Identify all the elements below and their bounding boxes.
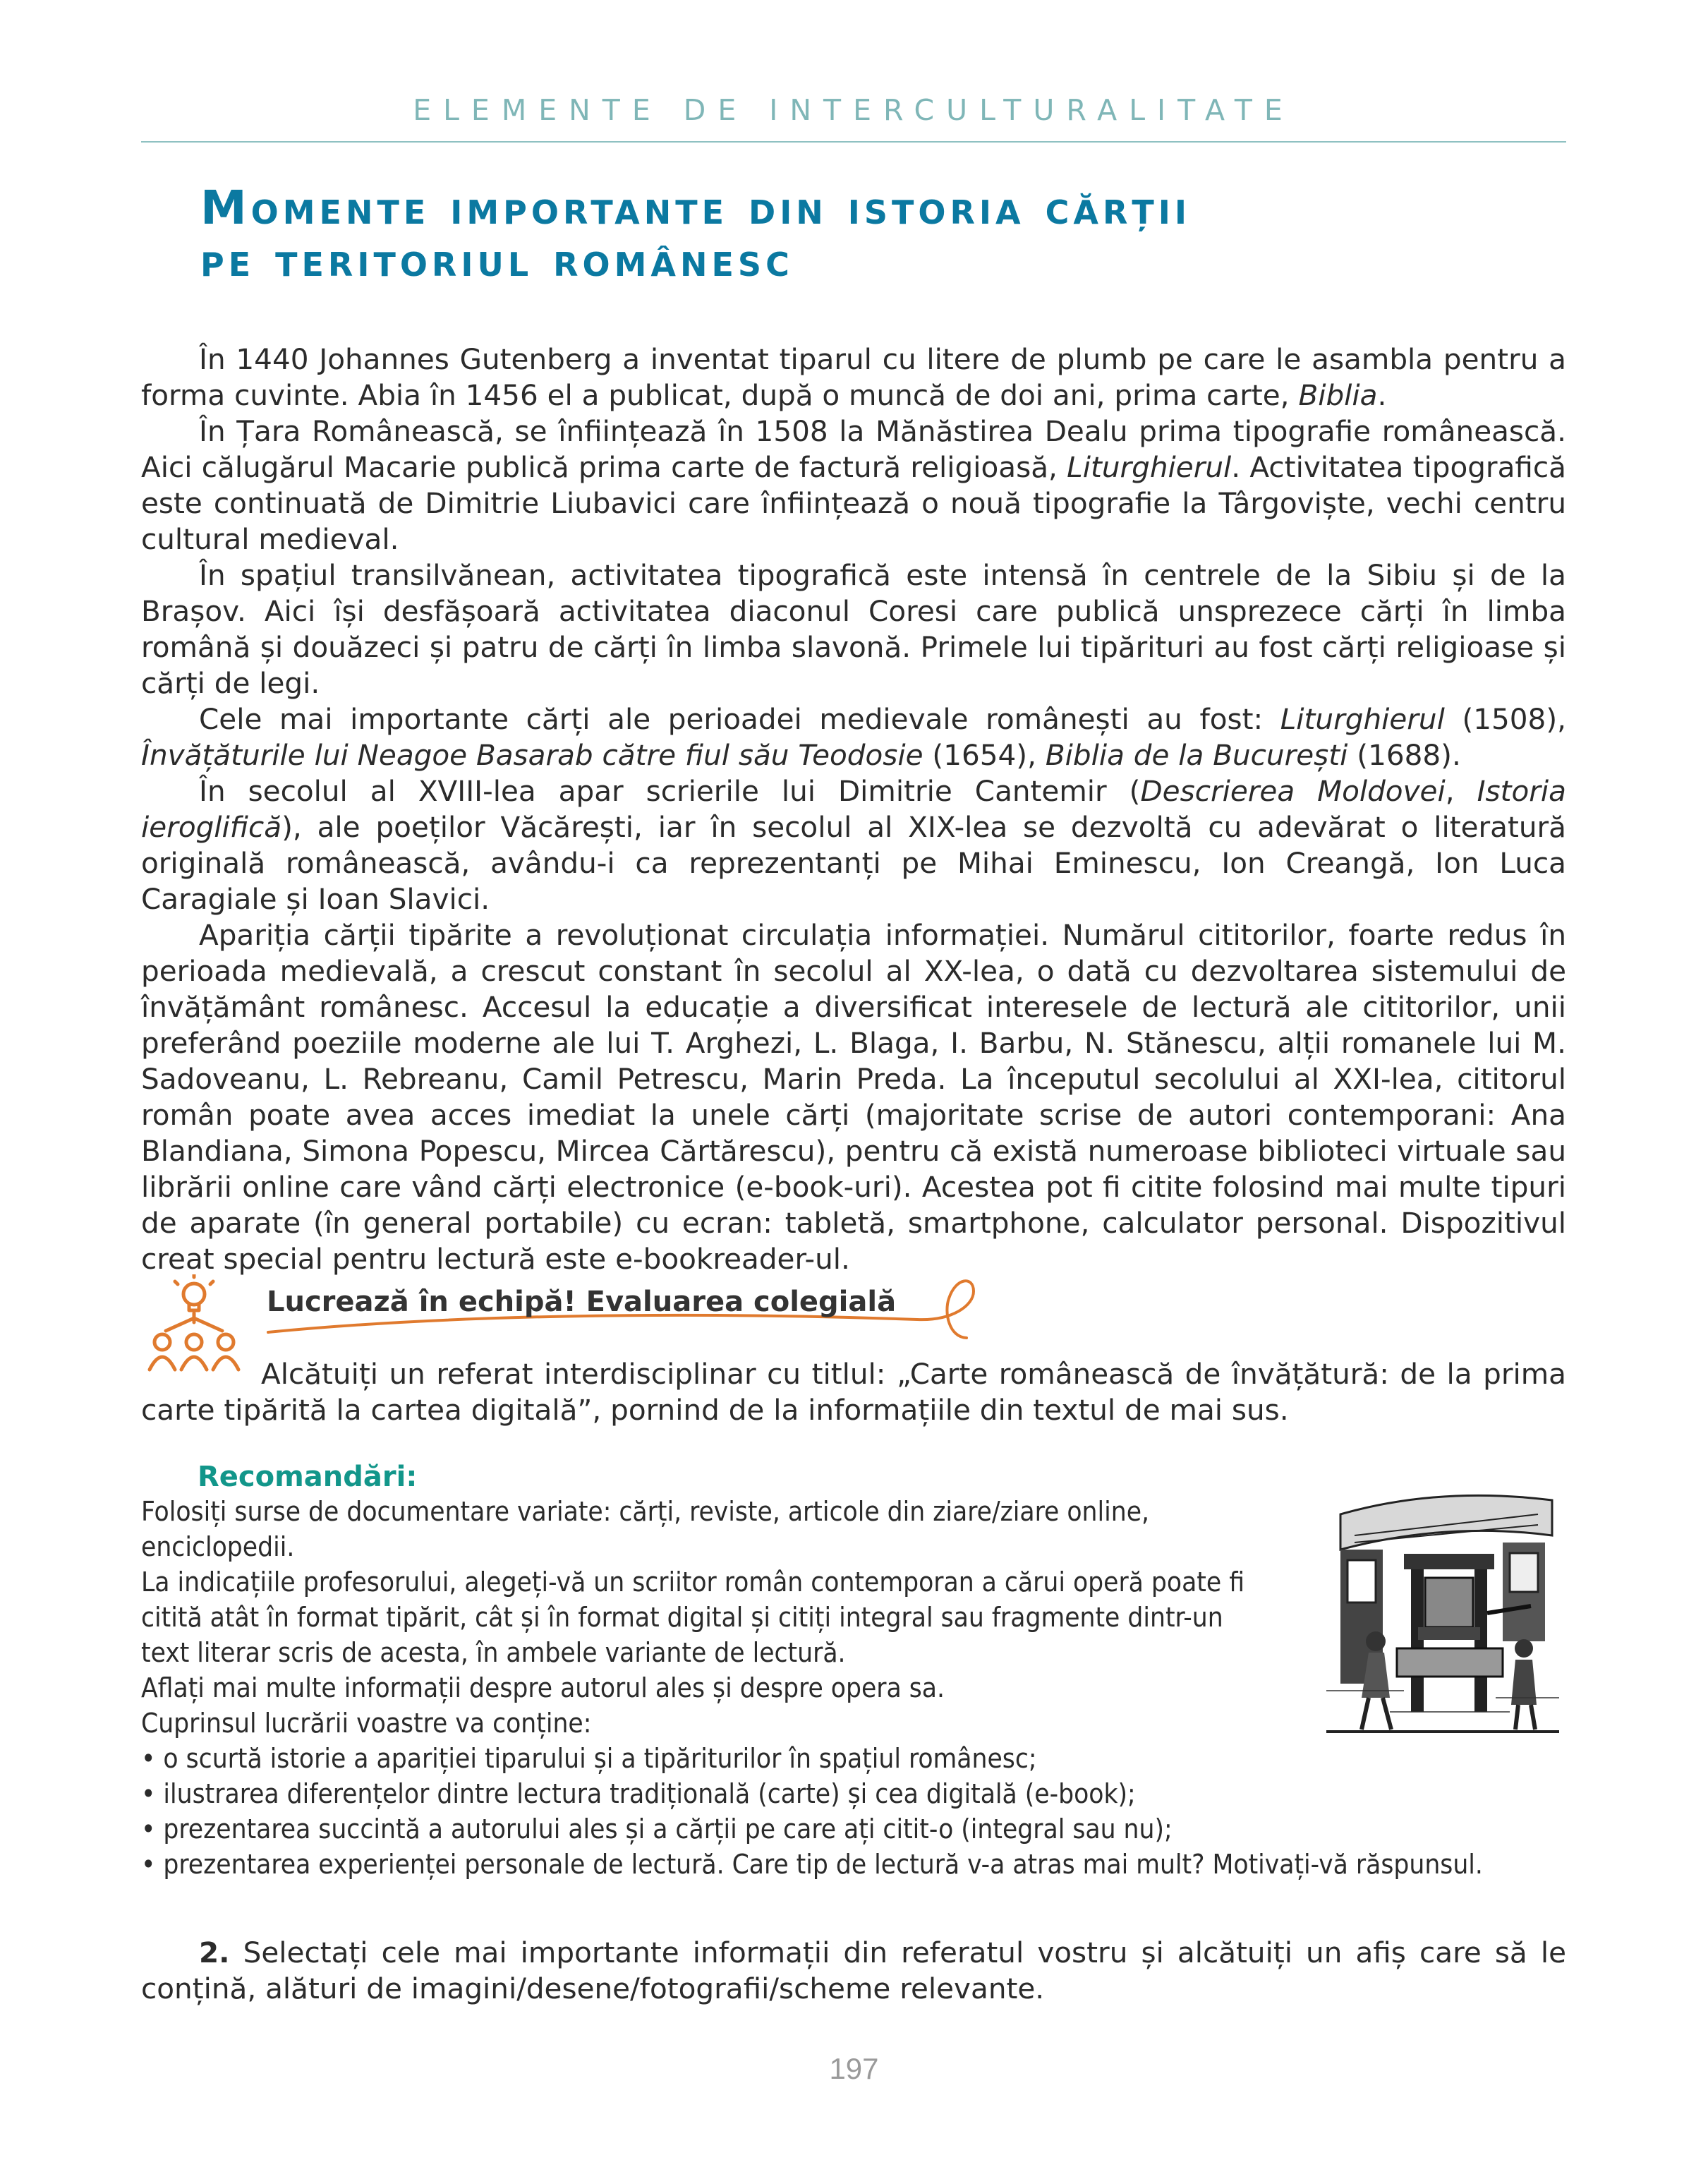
paragraph-text: În spațiul transilvănean, activitatea tipografică este intensă în centrele de la Sibiu și de la Brașov. Aici își desfășoară activitatea diaconul Coresi care publică unsprezece cărți în limba română și douăzeci și patru de cărți în limba slavonă. Primele lui tipărituri au fost cărți religioase și cărți de legi. [141, 558, 1566, 700]
paragraph-text: În Țara Românească, se înființează în 1508 la Mănăstirea Dealu prima tipografie românească. Aici călugărul Macarie publică prima carte de factură religioasă, [141, 414, 1566, 484]
history-paragraph [141, 701, 1566, 773]
paragraph-text: (1688). [1347, 738, 1461, 772]
team-work-heading: Lucrează în echipă! Evaluarea colegială [267, 1286, 897, 1318]
recommendation-item: La indicațiile profesorului, alegeți-vă un scriitor român contemporan a cărui operă poate fi citită atât în format tipărit, cât și în format digital și citiți integral sau fragmente dintr-un text literar scris de acesta, în ambele variante de lectură. [141, 1567, 1245, 1669]
book-title: Liturghierul [1280, 702, 1445, 736]
running-header: ELEMENTE DE INTERCULTURALITATE [413, 93, 1295, 127]
history-text [141, 342, 1566, 1277]
bullet-item: • prezentarea experienței personale de lectură. Care tip de lectură v-a atras mai mult? Motivați-vă răspunsul. [141, 1849, 1483, 1881]
paragraph-text: (1508), [1444, 702, 1567, 736]
history-paragraph [141, 414, 1566, 557]
page-number: 197 [829, 2052, 879, 2085]
page-title-line-1: Momente importante din istoria cărții [200, 181, 1192, 235]
paragraph-text: . [1377, 378, 1387, 412]
page-title [200, 182, 1541, 286]
recommendation-item: Folosiți surse de documentare variate: cărți, reviste, articole din ziare/ziare online, enciclopedii. [141, 1496, 1150, 1563]
page-title-line-2: pe teritoriul românesc [200, 233, 794, 287]
book-title: Liturghierul [1067, 450, 1232, 484]
paragraph-text: , [1445, 774, 1477, 808]
book-title: Descrierea Moldovei [1140, 774, 1446, 808]
paragraph-text: Apariția cărții tipărite a revoluționat circulația informației. Numărul cititorilor, foarte redus în perioada medievală, a crescut constant în secolul al XX-lea, o dată cu dezvoltarea sistemului de învățământ românesc. Accesul la educație a diversificat interesele de lectură ale cititorilor, unii preferând poeziile moderne ale lui T. Arghezi, L. Blaga, I. Barbu, N. Stănescu, alții romanele lui M. Sadoveanu, L. Rebreanu, Camil Petrescu, Marin Preda. La începutul secolului al XXI-lea, cititorul român poate avea acces imediat la unele cărți (majoritate scrise de autori contemporani: Ana Blandiana, Simona Popescu, Mircea Cărtărescu), pentru că există numeroase biblioteci virtuale sau librării online care vând cărți electronice (e-book-uri). Acestea pot fi citite folosind mai multe tipuri de aparate (în general portabile) cu ecran: tabletă, smartphone, calculator personal. Dispozitivul creat special pentru lectură este e-bookreader-ul. [141, 918, 1566, 1276]
paragraph-text: ), ale poeților Văcărești, iar în secolul al XIX-lea se dezvoltă cu adevărat o literatură originală românească, avându-i ca reprezentanți pe Mihai Eminescu, Ion Creangă, Ion Luca Caragiale și Ioan Slavici. [141, 810, 1566, 916]
paragraph-text: (1654), [923, 738, 1046, 772]
book-title: Biblia [1298, 378, 1378, 412]
task-2-number: 2. [199, 1936, 230, 1969]
printing-press-illustration [1326, 1486, 1559, 1740]
bullet-item: • ilustrarea diferențelor dintre lectura tradițională (carte) și cea digitală (e-book); [141, 1778, 1136, 1810]
bullet-item: • prezentarea succintă a autorului ales și a cărții pe care ați citit-o (integral sau nu); [141, 1813, 1173, 1845]
history-paragraph [141, 557, 1566, 701]
history-paragraph [141, 342, 1566, 414]
paragraph-text: . Activitatea tipografică este continuată de Dimitrie Liubavici care înființează o nouă tipografie la Târgoviște, vechi centru cultural medieval. [141, 450, 1566, 556]
task-1 [141, 1356, 1566, 1428]
recommendations-heading: Recomandări: [198, 1461, 418, 1493]
history-paragraph [141, 917, 1566, 1277]
paragraph-text: În 1440 Johannes Gutenberg a inventat tiparul cu litere de plumb pe care le asambla pentru a forma cuvinte. Abia în 1456 el a publicat, după o muncă de doi ani, prima carte, [141, 342, 1566, 412]
recommendation-item: Cuprinsul lucrării voastre va conține: [141, 1708, 592, 1739]
paragraph-text: În secolul al XVIII-lea apar scrierile lui Dimitrie Cantemir ( [199, 774, 1141, 808]
task-1-text: Alcătuiți un referat interdisciplinar cu titlul: „Carte românească de învățătură: de la prima carte tipărită la cartea digitală”, pornind de la informațiile din textul de mai sus. [141, 1357, 1566, 1427]
book-title: Învățăturile lui Neagoe Basarab către fiul său Teodosie [141, 738, 923, 772]
book-title: Biblia de la București [1045, 738, 1348, 772]
book-title: Istoria ieroglifică [141, 774, 1567, 844]
header-divider [141, 141, 1566, 143]
history-paragraph [141, 773, 1566, 917]
task-2 [141, 1935, 1566, 2007]
recommendation-item: Aflați mai multe informații despre autorul ales și despre opera sa. [141, 1672, 945, 1704]
paragraph-text: Cele mai importante cărți ale perioadei medievale românești au fost: [199, 702, 1280, 736]
task-2-text: Selectați cele mai importante informații din referatul vostru și alcătuiți un afiș care să le conțină, alături de imagini/desene/fotografii/scheme relevante. [141, 1936, 1566, 2005]
bullet-item: • o scurtă istorie a apariției tiparului și a tipăriturilor în spațiul românesc; [141, 1743, 1037, 1775]
